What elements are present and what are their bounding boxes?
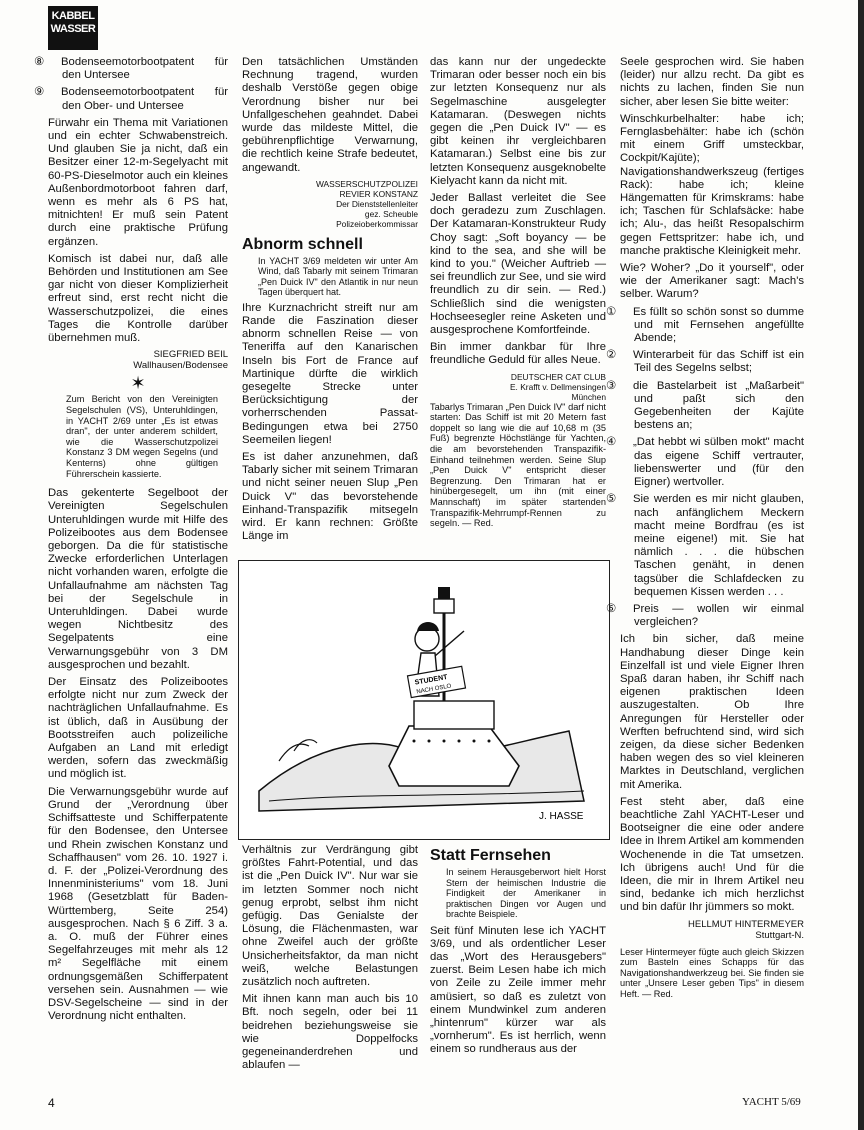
signature-line: Polizeioberkommissar	[336, 218, 418, 229]
column-2-continued	[242, 844, 418, 1072]
editor-note: Zum Bericht von den Vereinigten Segelschulen (VS), Unteruhldingen, in YACHT 2/69 unter „Es ist etwas dran", der unter anderem schildert, wie die Wasserschutzpolizei Konstanz 3 DM wegen Segelns (und Kenterns) ohne gültigen Führerschein kassierte.	[66, 394, 218, 479]
issue-label: YACHT 5/69	[742, 1096, 801, 1108]
editor-note: Leser Hintermeyer fügte auch gleich Skizzen zum Basteln eines Schapps für das Navigationshandwerkzeug bei. Sie finden sie unter „Unsere Leser geben Tips" in diesem Heft. — Red.	[620, 946, 804, 999]
list-item: ⑥ Preis — wollen wir einmal vergleichen?	[606, 602, 804, 629]
star-separator: ✶	[130, 373, 146, 394]
signature-line: München	[571, 391, 606, 402]
buoy-lamp-cap	[438, 587, 450, 599]
signature-line: REVIER KONSTANZ	[339, 188, 418, 199]
paragraph: Bin immer dankbar für Ihre freundliche Geduld für alles Neue.	[430, 341, 606, 367]
signature-place: Wallhausen/Bodensee	[133, 360, 228, 372]
paragraph: Es ist daher anzunehmen, daß Tabarly sicher mit seinem Trimaran und nicht seiner neuen Slup „Pen Duick V" das bevorstehende Einhand-Transpazifik mitsegeln wird. Er kann rechnen: Größte Länge im	[242, 451, 418, 543]
paragraph: Ich bin sicher, daß meine Handhabung dieser Dinge kein Einzelfall ist und viele Eigner Ihren Spaß daran haben, ihr Schiff nach eigenen praktischen Ideen auszugestalten. Ob Ihre Anregungen für Hersteller oder Werften befruchtend sind, wird sich zeigen, da diese sicher Bedenken haben wegen des so viel kleineren Marktes in Deutschland, verglichen mit Amerika.	[620, 633, 804, 791]
paragraph: das kann nur der ungedeckte Trimaran oder besser noch ein bis zur letzten Konsequenz nur als Segelmaschine ausgelegter Katamaran. (Deswegen nichts gegen die „Pen Duick IV" — es gibt keinen ihr vergleichbaren Katamaran.) Selbst eine bis zur letzten Konsequenz ausgeknobelte Kielyacht kann da nicht mit.	[430, 56, 606, 187]
paragraph: Den tatsächlichen Umständen Rechnung tragend, wurden deshalb Verstöße gegen obige Verordnung bisher nur bei Unfallgeschehen geahndet. Dabei wurde das mildeste Mittel, die gebührenpflichtige Verwarnung, die rechtlich keine Strafe bedeutet, angewandt.	[242, 56, 418, 174]
signature-place: Stuttgart-N.	[755, 929, 804, 941]
paragraph: Winschkurbelhalter: habe ich; Fernglasbehälter: habe ich (schön mit einem Griff umsteckbar, Cockpit/Kajüte); Navigationshandwerkszeug (fertiges Rack): habe ich; kleine Hängematten für Krimskrams: habe ich; Taschen für Schlafsäcke: habe ich; Alu-, das heißt Resopalschirm gegen Fettspritzer: habe ich, und manche praktische Kleinigkeit mehr.	[620, 112, 804, 257]
paragraph: Ihre Kurznachricht streift nur am Rande die Faszination dieser abnorm schnellen Reise — von Teneriffa auf den Kanarischen Inseln bis Fort de France auf Martinique dürfte die wirklich gesegelte Strecke unter Berücksichtigung der vorherrschenden Passat-Bedingungen etwa bei 2750 Seemeilen liegen!	[242, 301, 418, 446]
paragraph: Der Einsatz des Polizeibootes erfolgte nicht nur zum Zweck der nachträglichen Unfallaufnahme. Es ist üblich, daß in Ausübung der Bootsstreifen auch polizeiliche Aufgaben an Land mit erledigt werden, sofern das zweckmäßig und möglich ist.	[48, 676, 228, 781]
paragraph: Verhältnis zur Verdrängung gibt größtes Fahrt-Potential, und das ist die „Pen Duick IV". Nur war sie im letzten Sommer noch nicht genug erprobt, selbst ihm nicht gefügig. Das Genialste der Lösung, die Flächenmasten, war ohne Zweifel auch der größte Unsicherheitsfaktor, da man nicht weiß, welche Belastungen zusätzlich noch auftreten.	[242, 844, 418, 989]
paragraph: Fürwahr ein Thema mit Variationen und ein echter Schwabenstreich. Und glauben Sie ja nicht, daß ein Besitzer einer 12-m-Segelyacht mit 60-PS-Dieselmotor auch ein kleines Außenbordmotorboot fahren darf, wenn es mehr als 6 PS hat, mitnichten! Er muß sein Patent durch eine praktische Prüfung ergänzen.	[48, 116, 228, 248]
cartoon-illustration	[238, 560, 610, 840]
list-item: ⑧ Bodenseemotorbootpatent für den Untersee	[34, 56, 228, 82]
paragraph: Wie? Woher? „Do it yourself", oder wie der Amerikaner sagt: Mach's selber. Warum?	[620, 262, 804, 301]
column-4	[606, 56, 804, 1004]
list-item: ③ die Bastelarbeit ist „Maßarbeit" und paßt sich den Gegebenheiten der Kajüte bestens an;	[606, 379, 804, 432]
list-item: ⑨ Bodenseemotorbootpatent für den Ober- und Untersee	[34, 86, 228, 112]
student-arm	[435, 631, 464, 656]
sign-text-1: STUDENT	[414, 673, 449, 687]
list-item: ⑤ Sie werden es mir nicht glauben, nach anfänglichem Meckern macht meine Bordfrau (es ist meine eigene!) mit. Sie hat nämlich . . . die hübschen Taschen genäht, in denen tagsüber die Schlafdecken zu bequemen Kissen werden . . .	[606, 493, 804, 598]
buoy-top	[414, 701, 494, 729]
logo-line-1: KABBEL	[51, 10, 95, 22]
student-hair	[417, 622, 439, 631]
buoy-lamp	[434, 599, 454, 613]
paragraph: Mit ihnen kann man auch bis 10 Bft. noch segeln, oder bei 11 beidrehen beziehungsweise sie wie Doppelfocks gegeneinanderdrehen und ablaufen —	[242, 993, 418, 1072]
list-item: ④ „Dat hebbt wi sülben mokt" macht das eigene Schiff vertrauter, liebenswerter und (für den Eigner) wertvoller.	[606, 436, 804, 489]
article-heading: Abnorm schnell	[242, 235, 363, 253]
spray-line	[294, 740, 317, 751]
editor-note: Tabarlys Trimaran „Pen Duick IV" darf nicht starten: Das Schiff ist mit 20 Metern fast doppelt so lang wie die auf 10,68 m (35 Fuß) begrenzte Höchstlänge für Yachten, die am bevorstehenden Transpazifik-Einhand teilnehmen werden. Seine Slup „Pen Duick V" entspricht dieser Begrenzung. Den Trimaran hat er hinübergesegelt, um ihn (mit einer Mannschaft) im später startenden Transpazifik-Mehrrumpf-Rennen zu segeln. — Red.	[430, 401, 606, 529]
paragraph: Fest steht aber, daß eine beachtliche Zahl YACHT-Leser und Bootseigner die eine oder andere Idee in Ihrem Artikel am kommenden Wochenende in die Tat umsetzen. Ich übrigens auch! Und für die Ideen, die mir in Ihrem Artikel neu sind, bedanke ich mich herzlichst und bin dafür Ihr jümmers so mokt.	[620, 795, 804, 914]
article-heading: Statt Fernsehen	[430, 847, 551, 864]
page-number: 4	[48, 1096, 55, 1110]
column-3-continued	[430, 844, 606, 1057]
signature-name: HELLMUT HINTERMEYER	[688, 918, 804, 930]
list-item: ① Es füllt so schön sonst so dumme und mit Fernsehen angefüllte Abende;	[606, 305, 804, 345]
paragraph: Komisch ist dabei nur, daß alle Behörden und Institutionen am See gar nicht von dieser Komplizierheit erfreut sind, erst recht nicht die Wasserschutzpolizei, die eines Tages die Kontrolle darüber übernehmen muß.	[48, 252, 228, 345]
column-1	[34, 56, 228, 1027]
page-edge	[858, 0, 864, 1130]
article-lead: In YACHT 3/69 meldeten wir unter Am Wind, daß Tabarly mit seinem Trimaran „Pen Duick IV" den Atlantik in nur neun Tagen überquert hat.	[258, 255, 418, 298]
column-3	[430, 56, 606, 533]
paragraph: Seele gesprochen wird. Sie haben (leider) nur allzu recht. Da gibt es nichts zu lachen, finden Sie nun sicher, aber lesen Sie bitte weiter:	[620, 56, 804, 108]
paragraph: Die Verwarnungsgebühr wurde auf Grund der „Verordnung über Schiffsatteste und Schifferpatente für den Bodensee, den Untersee und Rhein zwischen Konstanz und Schaffhausen" vom 26. 10. 1927 i. d. F. der „Polizei-Verordnung des Innenministeriums" vom 18. Juni 1968 (Gesetzblatt für Baden-Württemberg, Seite 254) ausgesprochen. Nach § 6 Ziff. 3 a. a. O. muß der Führer eines Segelfahrzeuges mit mehr als 12 m² Segelfläche mit einem ordnungsgemäßen Schifferpatent versehen sein. Ausnahmen — wie DSV-Segelscheine — sind in der Verordnung nicht enthalten.	[48, 785, 228, 1023]
section-logo	[48, 6, 98, 50]
paragraph: Jeder Ballast verleitet die See doch geradezu zum Zuschlagen. Der Katamaran-Konstrukteur Rudy Choy sagt: „Soft boyancy — be kind to the sea, and she will be kind to you." (Weicher Auftrieb — sei freundlich zur See, und sie wird freundlich zu dir sein. — Red.) Schließlich sind die wenigsten Hochseesegler reine Asketen und ausgesprochene Komfortfeinde.	[430, 192, 606, 337]
signature-line: gez. Scheuble	[364, 208, 418, 219]
signature-line: E. Krafft v. Dellmensingen	[509, 381, 606, 392]
sign-text-2: NACH OSLO	[416, 683, 452, 696]
signature-name: SIEGFRIED BEIL	[153, 349, 228, 361]
cartoon-signature: J. HASSE	[539, 811, 584, 822]
article-lead: In seinem Herausgeberwort hielt Horst Stern der heimischen Industrie die Findigkeit der Amerikaner in praktischen Dingen vor Augen und brachte Beispiele.	[446, 867, 606, 919]
signature-line: Der Dienststellenleiter	[336, 198, 418, 209]
buoy-hull	[389, 726, 519, 786]
column-2	[242, 56, 418, 547]
paragraph: Seit fünf Minuten lese ich YACHT 3/69, und als ordentlicher Leser das „Wort des Herausgebers" zuerst. Beim Lesen habe ich mich von Zeile zu Zeile immer mehr amüsiert, so daß es zuletzt von einem Mundwinkel zum anderen „hintenrum" kürzer war als „vornherum". Es ist herrlich, wenn einem so rundheraus aus der	[430, 924, 606, 1056]
cartoon-drawing	[239, 561, 609, 839]
paragraph: Das gekenterte Segelboot der Vereinigten Segelschulen Unteruhldingen wurde mit Hilfe des Polizeibootes aus dem Bodensee geborgen. Da die für statistische Zwecke erforderlichen Unterlagen nicht vorhanden waren, erfolgte die Unfallaufnahme am nächsten Tag bei der Segelschule in Unteruhldingen. Dabei wurde wegen Nichtbesitz des Segelpatents eine Verwarnungsgebühr von 3 DM ausgesprochen und bezahlt.	[48, 487, 228, 671]
signature-line: WASSERSCHUTZPOLIZEI	[315, 178, 418, 189]
signature-line: DEUTSCHER CAT CLUB	[510, 371, 606, 382]
list-item: ② Winterarbeit für das Schiff ist ein Teil des Segelns selbst;	[606, 349, 804, 375]
logo-line-2: WASSER	[50, 23, 96, 35]
spray-line	[279, 744, 309, 761]
